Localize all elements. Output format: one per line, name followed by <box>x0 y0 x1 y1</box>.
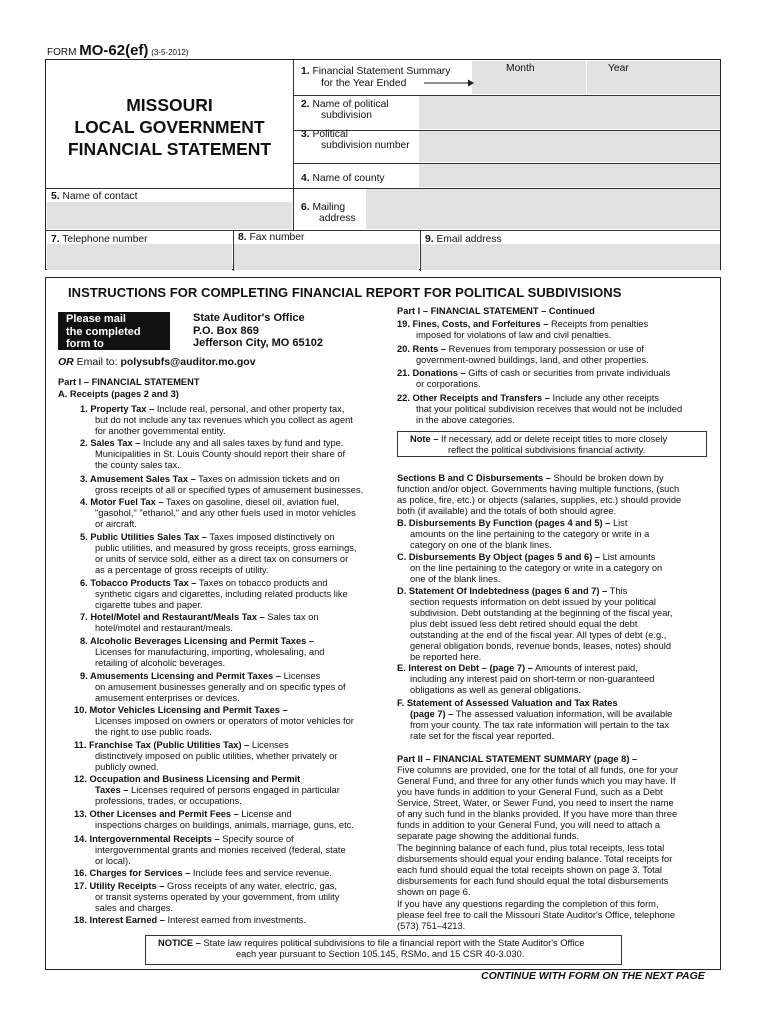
instruction-line: 8. Alcoholic Beverages Licensing and Permit Taxes – <box>80 636 315 646</box>
instruction-line: "gasohol," "ethanol," and any other fuels used in motor vehicles <box>95 508 356 518</box>
instruction-line: one of the blank lines. <box>410 574 501 584</box>
mail-callout <box>58 312 170 350</box>
instruction-line: imposed for violations of law and civil penalties. <box>416 330 612 340</box>
instruction-line: 9. Amusements Licensing and Permit Taxes – Licenses <box>80 671 321 681</box>
field-7-label: 7. Telephone number <box>51 234 148 245</box>
instruction-line: shown on page 6. <box>397 887 471 897</box>
instruction-line: plus debt issued less debt retired should equal the debt <box>410 619 638 629</box>
instruction-line: or aircraft. <box>95 519 137 529</box>
instruction-line: 11. Franchise Tax (Public Utilities Tax) – Licenses <box>74 740 289 750</box>
subdivision-name-input[interactable] <box>419 96 720 129</box>
mail-callout-line: form to <box>66 338 104 351</box>
month-label: Month <box>506 63 535 74</box>
instruction-line: F. Statement of Assessed Valuation and Tax Rates <box>397 698 618 708</box>
instruction-line: 17. Utility Receipts – Gross receipts of any water, electric, gas, <box>74 881 338 891</box>
divider <box>46 230 721 231</box>
instruction-line: rate set for the fiscal year reported. <box>410 731 555 741</box>
instruction-line: General Fund, and three for any other funds which you may have. If <box>397 776 676 786</box>
instruction-line: as police, fire, etc.) or objects (salaries, supplies, etc.) should provide <box>397 495 682 505</box>
instruction-line: Service, Street, Water, or Sewer Fund, you need to insert the name <box>397 798 674 808</box>
instruction-line: 12. Occupation and Business Licensing and Permit <box>74 774 301 784</box>
telephone-input[interactable] <box>47 244 232 270</box>
instruction-line: section requests information on debt issued by your political <box>410 597 656 607</box>
field-4-label: 4. Name of county <box>301 173 385 184</box>
instruction-line: C. Disbursements By Object (pages 5 and 6) – List amounts <box>397 552 656 562</box>
instruction-line: If you have any questions regarding the completion of this form, <box>397 899 659 909</box>
page-title <box>46 94 293 160</box>
instruction-line: category on one of the blank lines. <box>410 540 552 550</box>
mail-callout-line: Please mail <box>66 313 126 325</box>
instruction-line: synthetic cigars and cigarettes, including related products like <box>95 589 348 599</box>
field-5-label: 5. Name of contact <box>51 191 138 202</box>
instruction-line: inspections charges on buildings, animals, marriage, guns, etc. <box>95 820 354 830</box>
instruction-line: you have funds in addition to your General Fund, such as a Debt <box>397 787 663 797</box>
email-input[interactable] <box>421 244 720 270</box>
instruction-line: of any such fund in the blanks provided. If you have more than three <box>397 809 678 819</box>
form-fields-box <box>45 59 721 270</box>
form-date: (3-5-2012) <box>151 48 189 57</box>
divider <box>293 60 294 188</box>
instruction-line: 7. Hotel/Motel and Restaurant/Meals Tax – Sales tax on <box>80 612 319 622</box>
instruction-line: outstanding at the end of the fiscal year. All types of debt (e.g., <box>410 630 667 640</box>
instruction-line: amusement enterprises or devices. <box>95 693 240 703</box>
instruction-line: 16. Charges for Services – Include fees and service revenue. <box>74 868 332 878</box>
instruction-line: be reported here. <box>410 652 482 662</box>
instruction-line: general obligation bonds, revenue bonds, leases, notes) should <box>410 641 672 651</box>
field-9-label: 9. Email address <box>425 234 502 245</box>
instruction-line: 19. Fines, Costs, and Forfeitures – Receipts from penalties <box>397 319 649 329</box>
instruction-line: 22. Other Receipts and Transfers – Include any other receipts <box>397 393 659 403</box>
instruction-line: Part II – FINANCIAL STATEMENT SUMMARY (page 8) – <box>397 754 638 764</box>
instruction-line: for another governmental entity. <box>95 426 226 436</box>
field-8-label: 8. Fax number <box>238 232 305 243</box>
instruction-line: or units of service sold, either as a direct tax on consumers or <box>95 554 349 564</box>
title-line: FINANCIAL STATEMENT <box>67 139 272 159</box>
fax-input[interactable] <box>234 244 419 270</box>
instruction-line: that your political subdivision receives that would not be included <box>416 404 683 414</box>
field-2-label-2: subdivision <box>321 110 372 121</box>
instruction-line: Licenses for manufacturing, importing, wholesaling, and <box>95 647 325 657</box>
instruction-line: including any interest paid on short-term or non-guaranteed <box>410 674 655 684</box>
title-line: MISSOURI <box>126 95 213 115</box>
mail-callout-line: the completed <box>66 325 141 338</box>
instruction-line: on the line pertaining to the category or write in a category on <box>410 563 663 573</box>
instruction-line: hotel/motel and restaurant/meals. <box>95 623 233 633</box>
instruction-line: E. Interest on Debt – (page 7) – Amounts of interest paid, <box>397 663 638 673</box>
instruction-line: publicly owned. <box>95 762 159 772</box>
instruction-line: obligations as well as general obligations. <box>410 685 582 695</box>
instruction-line: 6. Tobacco Products Tax – Taxes on tobacco products and <box>80 578 328 588</box>
instruction-line: function and/or object. Governments having multiple functions, (such <box>397 484 680 494</box>
instruction-line: 14. Intergovernmental Receipts – Specify source of <box>74 834 294 844</box>
instruction-line: government-owned buildings, land, and other properties. <box>416 355 649 365</box>
divider <box>586 61 587 94</box>
instruction-line: Licenses imposed on owners or operators of motor vehicles for <box>95 716 354 726</box>
instruction-line: each fund should equal the total receipts shown on page 3. Total <box>397 865 662 875</box>
divider <box>293 188 294 230</box>
instruction-line: 4. Motor Fuel Tax – Taxes on gasoline, diesel oil, aviation fuel, <box>80 497 340 507</box>
instruction-line: D. Statement Of Indebtedness (pages 6 and 7) – This <box>397 586 628 596</box>
instruction-line: or local). <box>95 856 131 866</box>
instruction-line: intergovernmental grants and monies received (federal, state <box>95 845 346 855</box>
address-line: State Auditor's Office <box>193 312 305 324</box>
field-3-label-2: subdivision number <box>321 140 410 151</box>
instruction-line: 18. Interest Earned – Interest earned from investments. <box>74 915 307 925</box>
instruction-line: Taxes – Licenses required of persons engaged in particular <box>95 785 340 795</box>
instruction-line: 5. Public Utilities Sales Tax – Taxes imposed distinctively on <box>80 532 335 542</box>
instruction-line: retailing of alcoholic beverages. <box>95 658 226 668</box>
instruction-line: 3. Amusement Sales Tax – Taxes on admission tickets and on <box>80 474 340 484</box>
notice-text-2: each year pursuant to Section 105.145, RSMo, and 15 CSR 40-3.030. <box>236 949 525 959</box>
instruction-line: 1. Property Tax – Include real, personal, and other property tax, <box>80 404 345 414</box>
instruction-line: 13. Other Licenses and Permit Fees – License and <box>74 809 292 819</box>
continue-note: CONTINUE WITH FORM ON THE NEXT PAGE <box>481 970 705 982</box>
email-line: OR Email to: polysubfs@auditor.mo.gov <box>58 356 256 368</box>
instruction-line: sales and charges. <box>95 903 174 913</box>
instruction-line: public utilities, and measured by gross receipts, gross earnings, <box>95 543 357 553</box>
address-line: P.O. Box 869 <box>193 324 259 337</box>
title-line: LOCAL GOVERNMENT <box>74 117 265 137</box>
instruction-line: Five columns are provided, one for the total of all funds, one for your <box>397 765 679 775</box>
field-6-label-2: address <box>319 213 356 224</box>
subdivision-number-input[interactable] <box>419 131 720 162</box>
instruction-line: 20. Rents – Revenues from temporary possession or use of <box>397 344 645 354</box>
instruction-line: disbursements should equal your ending balance. Total receipts for <box>397 854 673 864</box>
instruction-line: The beginning balance of each fund, plus total receipts, less total <box>397 843 665 853</box>
instruction-line: 10. Motor Vehicles Licensing and Permit Taxes – <box>74 705 288 715</box>
form-code: MO-62(ef) <box>79 42 149 59</box>
instruction-line: professions, trades, or occupations. <box>95 796 242 806</box>
instruction-line: in the above categories. <box>416 415 515 425</box>
instruction-line: on amusement businesses generally and on specific types of <box>95 682 346 692</box>
instruction-line: (573) 751–4213. <box>397 921 466 931</box>
instruction-line: Sections B and C Disbursements – Should be broken down by <box>397 473 664 483</box>
field-1-label-2: for the Year Ended <box>321 78 407 89</box>
instruction-line: or corporations. <box>416 379 481 389</box>
instruction-line: both (if available) and the totals of both should agree. <box>397 506 617 516</box>
instruction-line: (page 7) – The assessed valuation information, will be available <box>410 709 673 719</box>
note-text-2: reflect the political subdivisions financial activity. <box>448 445 646 455</box>
instruction-line: B. Disbursements By Function (pages 4 and 5) – List <box>397 518 628 528</box>
field-1-label: 1. Financial Statement Summary <box>301 66 451 77</box>
contact-input[interactable] <box>47 202 292 229</box>
county-input[interactable] <box>419 164 720 187</box>
instruction-line: the right to use public roads. <box>95 727 212 737</box>
form-prefix: FORM <box>47 47 77 58</box>
arrow-right-icon <box>424 79 474 87</box>
instruction-line: subdivision. Debt outstanding at the beginning of the fiscal year, <box>410 608 673 618</box>
note-text: Note – If necessary, add or delete receipt titles to more closely <box>410 434 668 444</box>
instruction-line: disbursements for each fund should equal the total disbursements <box>397 876 669 886</box>
instruction-line: distinctively imposed on public utilities, whether privately or <box>95 751 338 761</box>
field-3-label: 3. Political <box>301 129 348 140</box>
address-line: Jefferson City, MO 65102 <box>193 337 324 350</box>
instructions-heading: INSTRUCTIONS FOR COMPLETING FINANCIAL REPORT FOR POLITICAL SUBDIVISIONS <box>68 285 622 300</box>
instruction-line: from your county. The tax rate information will pertain to the tax <box>410 720 670 730</box>
instruction-line: or transit systems operated by your government, from utility <box>95 892 340 902</box>
instruction-line: A. Receipts (pages 2 and 3) <box>58 389 179 399</box>
instruction-line: separate page showing the additional funds. <box>397 831 579 841</box>
field-2-label: 2. Name of political <box>301 99 389 110</box>
instruction-line: 21. Donations – Gifts of cash or securities from private individuals <box>397 368 671 378</box>
year-label: Year <box>608 63 629 74</box>
field-6-label: 6. Mailing <box>301 202 346 213</box>
notice-text: NOTICE – State law requires political subdivisions to file a financial report with the State Auditor's Office <box>158 938 585 948</box>
form-id <box>47 42 189 59</box>
instruction-line: amounts on the line pertaining to the category or write in a <box>410 529 650 539</box>
instruction-line: but do not include any tax revenues which you collect as agent <box>95 415 353 425</box>
instruction-line: Part I – FINANCIAL STATEMENT <box>58 377 200 387</box>
mailing-address-input[interactable] <box>366 189 720 229</box>
instruction-line: please feel free to call the Missouri State Auditor's Office, telephone <box>397 910 676 920</box>
instruction-line: as a percentage of gross receipts of utility. <box>95 565 269 575</box>
instruction-line: cigarette tubes and paper. <box>95 600 203 610</box>
instruction-line: Part I – FINANCIAL STATEMENT – Continued <box>397 306 595 316</box>
mailing-address <box>193 312 323 350</box>
instruction-line: Municipalities in St. Louis County should report their share of <box>95 449 346 459</box>
instruction-line: gross receipts of all or specified types of amusement businesses. <box>95 485 364 495</box>
instruction-line: the county sales tax. <box>95 460 180 470</box>
email-link[interactable]: polysubfs@auditor.mo.gov <box>120 356 256 368</box>
instruction-line: 2. Sales Tax – Include any and all sales taxes by fund and type. <box>80 438 344 448</box>
instruction-line: funds in addition to your General Fund, you will need to attach a <box>397 820 661 830</box>
